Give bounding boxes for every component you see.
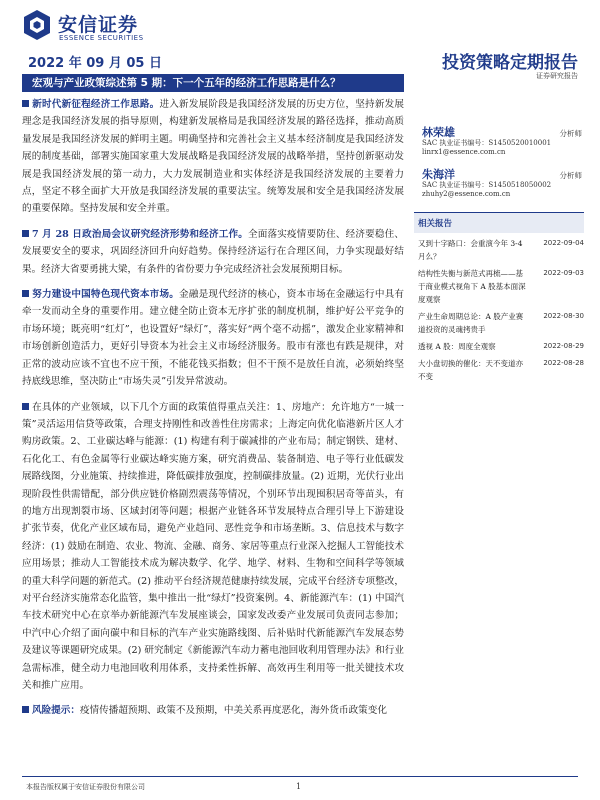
paragraph-1-heading: 新时代新征程经济工作思路。 — [32, 99, 160, 110]
sidebar — [414, 124, 584, 383]
paragraph-1 — [22, 96, 404, 218]
analyst-card — [414, 124, 584, 166]
paragraph-2-heading: 7 月 28 日政治局会议研究经济形势和经济工作。 — [32, 228, 248, 240]
analyst-name: 朱海洋 — [422, 168, 455, 181]
related-report-date: 2022-09-04 — [543, 239, 584, 247]
related-report-item[interactable] — [414, 310, 584, 336]
related-report-item[interactable] — [414, 357, 584, 383]
report-date: 2022 年 09 月 05 日 — [28, 56, 162, 71]
logo-mark-icon — [22, 8, 52, 42]
paragraph-4 — [22, 399, 404, 695]
related-report-date: 2022-08-29 — [543, 342, 584, 350]
bullet-square-icon — [22, 706, 29, 713]
analyst-email[interactable]: linrx1@essence.com.cn — [422, 148, 506, 156]
paragraph-3-heading: 努力建设中国特色现代资本市场。 — [32, 289, 180, 301]
page-number: 1 — [296, 782, 302, 791]
footer-divider — [22, 776, 578, 777]
bullet-square-icon — [22, 100, 29, 107]
report-type: 投资策略定期报告 — [442, 53, 578, 73]
related-report-item[interactable] — [414, 267, 584, 306]
related-report-date: 2022-09-03 — [543, 269, 584, 277]
analyst-cert: SAC 执业证书编号：S1450518050002 — [422, 181, 552, 189]
analyst-card — [414, 166, 584, 208]
risk-text: 疫情传播超预期、政策不及预期，中美关系再度恶化，海外货币政策变化 — [79, 705, 387, 717]
report-title: 宏观与产业政策综述第 5 期：下一个五年的经济工作思路是什么？ — [22, 74, 404, 92]
related-report-item[interactable] — [414, 340, 584, 353]
bullet-square-icon — [22, 230, 29, 237]
paragraph-4-text: 在具体的产业领域，以下几个方面的政策值得重点关注：1、房地产：允许地方“一城一策”灵活运用信贷等政策，合理支持刚性和改善性住房需求；上海定向优化临港新片区人才购房政策。2、工业碳达峰与能源：(1) 构建有利于碳减排的产业布局；制定钢铁、建材、石化化工、有色金属等行业碳达峰实施方案，研究消费品、装备制造、电子等行业低碳发展路线图，分业施策、持续推进，降低碳排放强度，控制碳排放量。(2) 近期，光伏行业出现阶段性供需错配，部分供应链价格剧烈震荡等情况，个别环节出现囤积居奇等苗头，有的地方出现割裂市场、区域封闭等问题；根据产业链各环节发展特点合理引导上下游建设扩张节奏，优化产业区域布局，避免产业趋同、恶性竞争和市场垄断。3、信息技术与数字经济：(1) 鼓励在制造、农业、物流、金融、商务、家居等重点行业深入挖掘人工智能技术应用场景；推动人工智能技术成为解决数学、化学、地学、材料、生物和空间科学等领域的重大科学问题的新范式。(2) 推动平台经济规范健康持续发展，完成平台经济专项整改，对平台经济实施常态化监管，集中推出一批“绿灯”投资案例。4、新能源汽车：(1) 中国汽车技术研究中心在京举办新能源汽车发展座谈会，国家发改委产业发展司负责同志参加；中汽中心介绍了面向碳中和目标的汽车产业实施路线图、后补贴时代新能源汽车发展态势及建议等课题研究成果。(2) 研究制定《新能源汽车动力蓄电池回收利用管理办法》和行业急需标准，健全动力电池回收利用体系，支持柔性拆解、高效再生利用等一批关键技术攻关和推广应用。 — [22, 401, 404, 691]
report-subtype: 证券研究报告 — [536, 72, 578, 80]
paragraph-risk — [22, 702, 404, 719]
related-report-date: 2022-08-28 — [543, 359, 584, 367]
analyst-email[interactable]: zhuhy2@essence.com.cn — [422, 190, 511, 198]
risk-heading: 风险提示： — [32, 705, 80, 717]
related-report-title[interactable]: 又到十字路口：会重演今年 3-4 月么？ — [418, 239, 523, 261]
logo-name-cn: 安信证券 — [58, 14, 139, 36]
bullet-square-icon — [22, 403, 29, 410]
analyst-cert: SAC 执业证书编号：S1450520010001 — [422, 139, 552, 147]
related-report-item[interactable] — [414, 237, 584, 263]
paragraph-3-text: 金融是现代经济的核心，资本市场在金融运行中具有牵一发而动全身的重要作用。建立健全防止资本无序扩张的制度机制，维护好公平竞争的市场环境；既亮明“红灯”，也设置好“绿灯”，落实好“两个毫不动摇”，激发企业家精神和市场创新创造活力，更好引导资本为社会主义市场经济服务。股市有涨也有跌是规律，对正常的波动应该不宜也不应干预，不能花钱买指数；但不干预不是放任自流，必须始终坚持底线思维，坚决防止“市场失灵”引发异常波动。 — [22, 289, 405, 388]
paragraph-1-text: 进入新发展阶段是我国经济发展的历史方位，坚持新发展理念是我国经济发展的指导原则，构建新发展格局是我国经济发展的路径选择，推动高质量发展是我国经济发展的鲜明主题。明确坚持和完善社会主义基本经济制度是我国经济发展的制度基础，部署实施国家重大发展战略是我国经济发展的战略举措，坚持创新驱动发展是我国经济发展的第一动力，大力发展制造业和实体经济是我国经济发展的主要着力点，坚定不移全面扩大开放是我国经济发展的重要法宝。统筹发展和安全是我国经济发展的重要保障。坚持发展和安全并重。 — [22, 99, 405, 215]
company-logo — [22, 8, 172, 44]
analyst-role: 分析师 — [559, 129, 582, 138]
related-report-title[interactable]: 结构性失衡与新范式再梳——基于商业模式视角下 A 股基本面深度观察 — [418, 269, 526, 304]
related-report-date: 2022-08-30 — [543, 312, 584, 320]
paragraph-2 — [22, 226, 404, 278]
analyst-role: 分析师 — [559, 171, 582, 180]
related-report-title[interactable]: 大小盘切换的催化：天不变道亦不变 — [418, 359, 523, 381]
logo-name-en: ESSENCE SECURITIES — [59, 34, 144, 42]
bullet-square-icon — [22, 290, 29, 297]
analyst-name: 林荣雄 — [422, 126, 455, 139]
main-content — [22, 96, 404, 728]
related-reports-title: 相关报告 — [414, 212, 584, 233]
related-report-title[interactable]: 透视 A 股：周度全观察 — [418, 342, 496, 351]
paragraph-2-text: 全面落实疫情要防住、经济要稳住、发展要安全的要求，巩固经济回升向好趋势。保持经济运行在合理区间，力争实现最好结果。经济大省要勇挑大梁，有条件的省份要力争完成经济社会发展预期目标。 — [22, 228, 405, 275]
paragraph-3 — [22, 286, 404, 390]
related-report-title[interactable]: 产业生命周期总论：A 股产业赛道投资的灵魂拷贵手 — [418, 312, 524, 334]
footer-text: 本报告版权属于安信证券股份有限公司 — [26, 783, 145, 791]
